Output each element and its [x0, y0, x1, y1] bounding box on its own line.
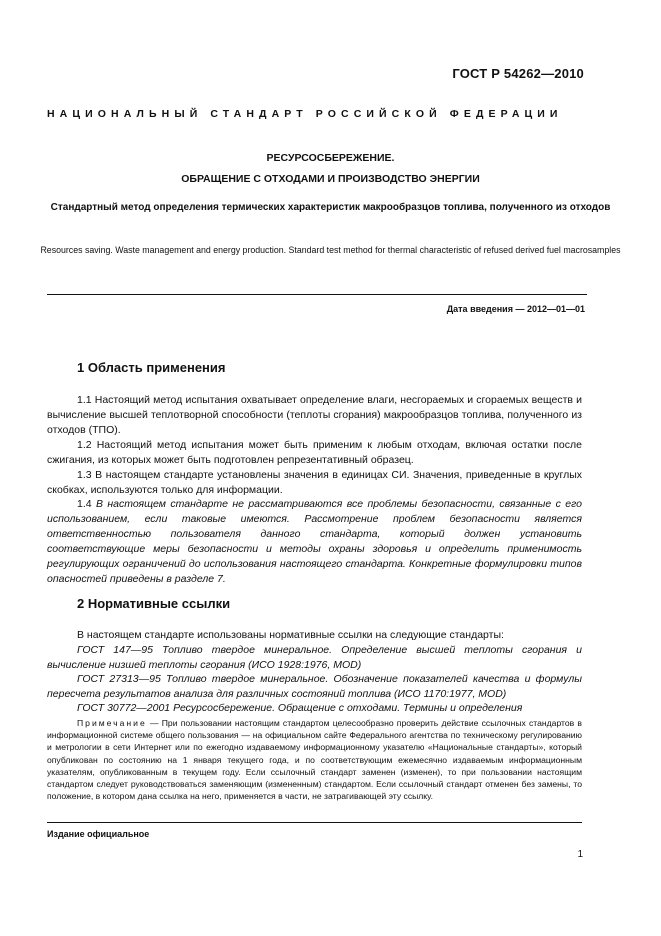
section-1-heading: 1 Область применения [77, 360, 226, 375]
reference-item: ГОСТ 147—95 Топливо твердое минеральное. Определение высшей теплоты сгорания и вычисление низшей теплоты сгорания (ИСО 1928:1976, MOD) [47, 644, 582, 671]
introduction-date: Дата введения — 2012—01—01 [446, 304, 585, 314]
section-2-heading: 2 Нормативные ссылки [77, 596, 231, 611]
paragraph-1-1: 1.1 Настоящий метод испытания охватывает определение влаги, несгораемых и сгораемых веществ и вычисление высшей теплотворной способности (теплоты сгорания) макрообразцов топлива, полученного из отходов (ТПО). [47, 394, 582, 436]
paragraph-1-4-number: 1.4 [77, 498, 96, 510]
title-subtitle: Стандартный метод определения термических характеристик макрообразцов топлива, полученного из отходов [50, 202, 611, 213]
paragraph-1-4 [47, 497, 582, 587]
reference-item: ГОСТ 27313—95 Топливо твердое минеральное. Обозначение показателей качества и формулы пересчета результатов анализа для различных состояний топлива (ИСО 1170:1977, MOD) [47, 673, 582, 700]
title-line-2: ОБРАЩЕНИЕ С ОТХОДАМИ И ПРОИЗВОДСТВО ЭНЕРГИИ [181, 173, 480, 185]
page-number: 1 [577, 849, 583, 860]
note-text: — При пользовании настоящим стандартом целесообразно проверить действие ссылочных стандартов в информационной системе общего пользования — на официальном сайте Федерального агентства по техническому регулированию и метрологии в сети Интернет или по ежегодно издаваемому информационному указателю «Национальные стандарты», который опубликован по состоянию на 1 января текущего года, и по соответствующим ежемесячно издаваемым информационным указателям, опубликованным в текущем году. Если ссылочный стандарт заменен (изменен), то при пользовании настоящим стандартом следует руководствоваться заменяющим (измененным) стандартом. Если ссылочный стандарт отменен без замены, то положение, в котором дана ссылка на него, применяется в части, не затрагивающей эту ссылку. [47, 718, 582, 802]
reference-item: ГОСТ 30772—2001 Ресурсосбережение. Обращение с отходами. Термины и определения [77, 702, 523, 714]
footer-divider [47, 822, 582, 823]
paragraph-1-4-text: В настоящем стандарте не рассматриваются все проблемы безопасности, связанные с его использованием, если таковые имеются. Рассмотрение проблем безопасности является ответственностью пользователя данного стандарта, который должен установить соответствующие меры безопасности и методы охраны здоровья и определить применимость регулирующих ограничений до использования настоящего стандарта. Конкретные формулировки типов опасностей приведены в разделе 7. [47, 498, 583, 585]
national-standard-banner: НАЦИОНАЛЬНЫЙ СТАНДАРТ РОССИЙСКОЙ ФЕДЕРАЦИИ [47, 108, 563, 120]
title-divider [47, 294, 587, 295]
paragraph-1-3: 1.3 В настоящем стандарте установлены значения в единицах СИ. Значения, приведенные в круглых скобках, используются только для информации. [47, 469, 582, 496]
title-line-1: РЕСУРСОСБЕРЕЖЕНИЕ. [266, 152, 395, 164]
paragraph-1-2: 1.2 Настоящий метод испытания может быть применим к любым отходам, включая остатки после сжигания, из которых может быть подготовлен репрезентативный образец. [47, 439, 582, 466]
official-edition-label: Издание официальное [47, 829, 150, 839]
references-intro: В настоящем стандарте использованы нормативные ссылки на следующие стандарты: [77, 629, 504, 641]
document-number: ГОСТ Р 54262—2010 [452, 66, 584, 81]
title-english: Resources saving. Waste management and energy production. Standard test method for thermal characteristic of refused derived fuel macrosamples [40, 245, 621, 255]
note-block [47, 717, 582, 802]
note-label: Примечание [77, 718, 147, 728]
